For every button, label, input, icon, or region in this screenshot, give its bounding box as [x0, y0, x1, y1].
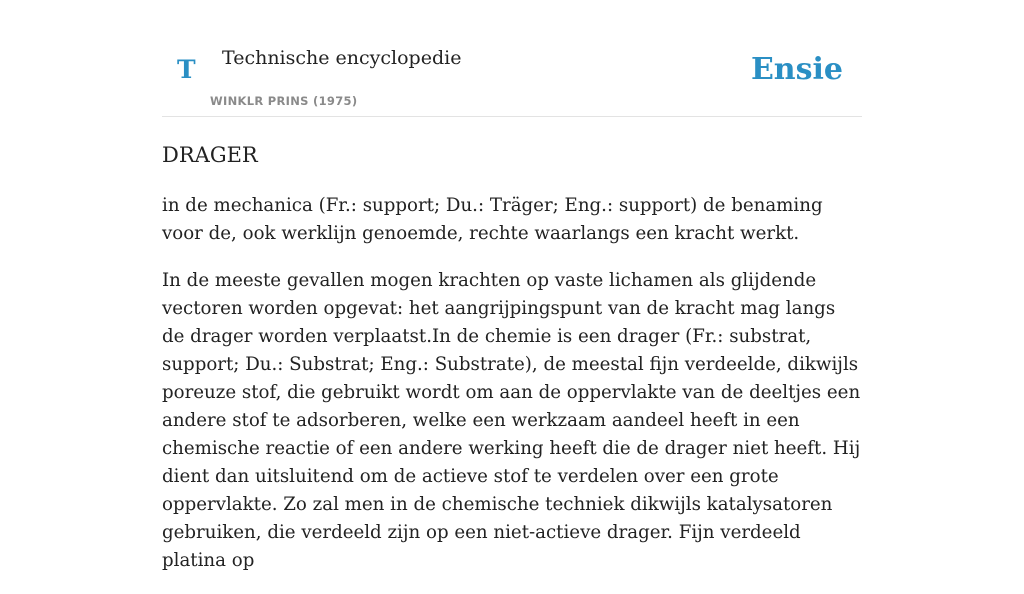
article-paragraph-1: in de mechanica (Fr.: support; Du.: Träger; Eng.: support) de benaming voor de, ook werklijn genoemde, rechte waarlangs een kracht werkt. [162, 195, 823, 244]
article-headword: DRAGER [162, 143, 258, 167]
article-paragraph-2: In de meeste gevallen mogen krachten op vaste lichamen als glijdende vectoren worden opgevat: het aangrijpingspunt van de kracht mag langs de drager worden verplaatst.In de chemie is een drager (Fr.: substrat, support; Du.: Substrat; Eng.: Substrate), de meestal fijn verdeelde, dikwijls poreuze stof, die gebruikt wordt om aan de oppervlakte van de deeltjes een andere stof te adsorberen, welke een werkzaam aandeel heeft in een chemische reactie of een andere werking heeft die de drager niet heeft. Hij dient dan uitsluitend om de actieve stof te verdelen over een grote oppervlakte. Zo zal men in de chemische techniek dikwijls katalysatoren gebruiken, die verdeeld zijn op een niet-actieve drager. Fijn verdeeld platina op [162, 270, 861, 571]
source-title-link[interactable]: Technische encyclopedie [222, 47, 462, 69]
ensie-logo-link[interactable]: Ensie [750, 52, 843, 87]
article [162, 140, 862, 594]
source-header [162, 0, 862, 117]
source-letter-icon: T [177, 55, 196, 84]
source-subtitle: WINKLR PRINS (1975) [210, 94, 358, 108]
